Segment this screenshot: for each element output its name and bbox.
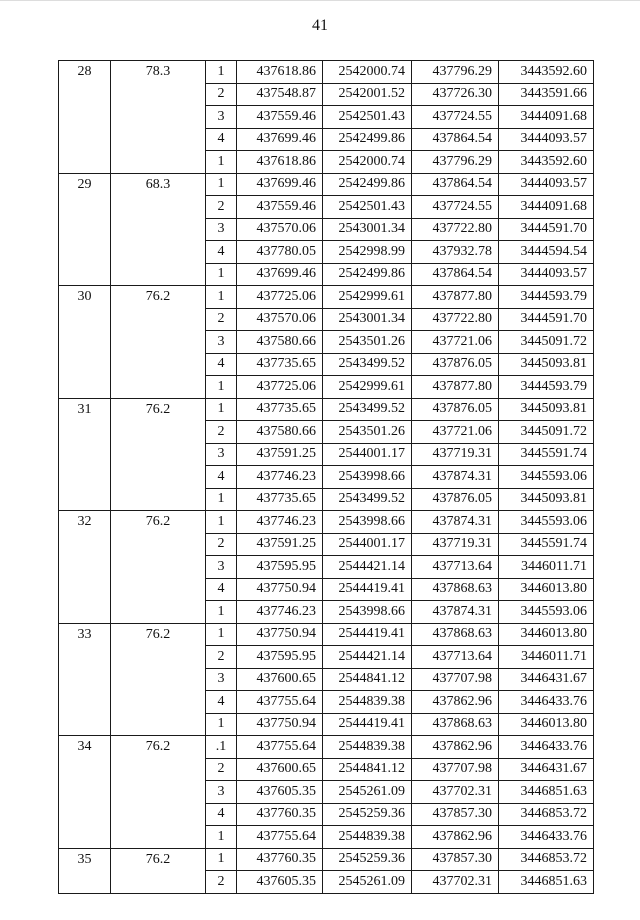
coord-y1-cell: 2542501.43	[323, 196, 412, 219]
point-number-cell: 3	[206, 443, 237, 466]
coord-y2-cell: 3446431.67	[499, 668, 594, 691]
point-number-cell: 2	[206, 871, 237, 894]
coord-y1-cell: 2542999.61	[323, 376, 412, 399]
point-number-cell: 2	[206, 83, 237, 106]
coord-x1-cell: 437750.94	[237, 578, 323, 601]
coord-x1-cell: 437548.87	[237, 83, 323, 106]
coord-y2-cell: 3445093.81	[499, 398, 594, 421]
coord-y2-cell: 3446433.76	[499, 826, 594, 849]
coord-x1-cell: 437595.95	[237, 646, 323, 669]
coord-y1-cell: 2543499.52	[323, 398, 412, 421]
coord-y1-cell: 2542499.86	[323, 173, 412, 196]
coord-x1-cell: 437570.06	[237, 308, 323, 331]
point-number-cell: 4	[206, 466, 237, 489]
parcel-number-cell: 28	[59, 61, 111, 174]
coord-y1-cell: 2544841.12	[323, 758, 412, 781]
coord-x2-cell: 437724.55	[412, 106, 499, 129]
coord-y2-cell: 3443592.60	[499, 151, 594, 174]
point-number-cell: 4	[206, 128, 237, 151]
point-number-cell: 1	[206, 488, 237, 511]
coord-y2-cell: 3445091.72	[499, 421, 594, 444]
coord-x2-cell: 437876.05	[412, 353, 499, 376]
coord-y2-cell: 3446433.76	[499, 736, 594, 759]
point-number-cell: 1	[206, 601, 237, 624]
coord-x2-cell: 437857.30	[412, 803, 499, 826]
table-row	[59, 173, 594, 196]
coord-y2-cell: 3444593.79	[499, 286, 594, 309]
parcel-number-cell: 29	[59, 173, 111, 286]
coord-x1-cell: 437746.23	[237, 601, 323, 624]
parcel-number-cell: 31	[59, 398, 111, 511]
coord-x2-cell: 437719.31	[412, 533, 499, 556]
coord-x2-cell: 437857.30	[412, 848, 499, 871]
coord-x2-cell: 437724.55	[412, 196, 499, 219]
coord-x1-cell: 437760.35	[237, 803, 323, 826]
coord-x2-cell: 437864.54	[412, 128, 499, 151]
coord-x2-cell: 437719.31	[412, 443, 499, 466]
coord-x2-cell: 437877.80	[412, 286, 499, 309]
coord-x2-cell: 437932.78	[412, 241, 499, 264]
coord-y2-cell: 3446853.72	[499, 803, 594, 826]
coord-y1-cell: 2544419.41	[323, 578, 412, 601]
coord-x1-cell: 437699.46	[237, 173, 323, 196]
coord-y1-cell: 2543998.66	[323, 511, 412, 534]
coord-y1-cell: 2543499.52	[323, 353, 412, 376]
coord-y2-cell: 3443592.60	[499, 61, 594, 84]
coord-y1-cell: 2545261.09	[323, 781, 412, 804]
coord-x2-cell: 437862.96	[412, 826, 499, 849]
coord-x1-cell: 437780.05	[237, 241, 323, 264]
coord-y2-cell: 3445591.74	[499, 443, 594, 466]
coord-y2-cell: 3444593.79	[499, 376, 594, 399]
coord-x1-cell: 437570.06	[237, 218, 323, 241]
point-number-cell: 4	[206, 241, 237, 264]
parcel-area-cell: 76.2	[111, 286, 206, 399]
coord-y1-cell: 2544419.41	[323, 623, 412, 646]
coord-x1-cell: 437600.65	[237, 758, 323, 781]
coord-y2-cell: 3446013.80	[499, 623, 594, 646]
coord-y2-cell: 3445091.72	[499, 331, 594, 354]
parcel-area-cell: 76.2	[111, 511, 206, 624]
coord-x1-cell: 437580.66	[237, 331, 323, 354]
coord-x2-cell: 437702.31	[412, 781, 499, 804]
coord-y1-cell: 2544841.12	[323, 668, 412, 691]
coord-y1-cell: 2544421.14	[323, 646, 412, 669]
coord-y2-cell: 3445593.06	[499, 466, 594, 489]
coord-x2-cell: 437864.54	[412, 173, 499, 196]
coord-x2-cell: 437721.06	[412, 421, 499, 444]
table-row	[59, 61, 594, 84]
coord-y1-cell: 2542001.52	[323, 83, 412, 106]
coord-x2-cell: 437702.31	[412, 871, 499, 894]
coord-y1-cell: 2544839.38	[323, 736, 412, 759]
coord-y2-cell: 3444093.57	[499, 173, 594, 196]
coord-x1-cell: 437591.25	[237, 443, 323, 466]
table-row	[59, 848, 594, 871]
point-number-cell: 1	[206, 713, 237, 736]
coord-x1-cell: 437755.64	[237, 826, 323, 849]
coord-x2-cell: 437796.29	[412, 61, 499, 84]
coord-y2-cell: 3444591.70	[499, 218, 594, 241]
coord-x2-cell: 437707.98	[412, 668, 499, 691]
coord-x1-cell: 437755.64	[237, 691, 323, 714]
point-number-cell: 1	[206, 826, 237, 849]
coord-y2-cell: 3445093.81	[499, 353, 594, 376]
coord-y2-cell: 3445593.06	[499, 601, 594, 624]
point-number-cell: 1	[206, 151, 237, 174]
coord-y2-cell: 3444594.54	[499, 241, 594, 264]
point-number-cell: 2	[206, 758, 237, 781]
point-number-cell: 4	[206, 578, 237, 601]
coord-x2-cell: 437864.54	[412, 263, 499, 286]
coord-y1-cell: 2543501.26	[323, 421, 412, 444]
point-number-cell: 3	[206, 331, 237, 354]
coord-y2-cell: 3446011.71	[499, 646, 594, 669]
point-number-cell: .1	[206, 736, 237, 759]
parcel-area-cell: 76.2	[111, 848, 206, 893]
coord-x1-cell: 437760.35	[237, 848, 323, 871]
coord-x1-cell: 437559.46	[237, 106, 323, 129]
table-row	[59, 511, 594, 534]
parcel-number-cell: 30	[59, 286, 111, 399]
coord-y2-cell: 3446851.63	[499, 781, 594, 804]
coord-y1-cell: 2544839.38	[323, 691, 412, 714]
coord-x1-cell: 437746.23	[237, 511, 323, 534]
coord-y1-cell: 2543001.34	[323, 218, 412, 241]
coord-y1-cell: 2543998.66	[323, 601, 412, 624]
parcel-number-cell: 32	[59, 511, 111, 624]
coord-x2-cell: 437876.05	[412, 488, 499, 511]
coord-y2-cell: 3443591.66	[499, 83, 594, 106]
coord-x2-cell: 437722.80	[412, 308, 499, 331]
table-row	[59, 736, 594, 759]
coord-x2-cell: 437713.64	[412, 646, 499, 669]
coord-y2-cell: 3446853.72	[499, 848, 594, 871]
point-number-cell: 2	[206, 646, 237, 669]
point-number-cell: 1	[206, 848, 237, 871]
coord-y2-cell: 3444091.68	[499, 106, 594, 129]
coord-y1-cell: 2542999.61	[323, 286, 412, 309]
coord-x2-cell: 437722.80	[412, 218, 499, 241]
coord-y2-cell: 3444093.57	[499, 128, 594, 151]
coord-x1-cell: 437725.06	[237, 286, 323, 309]
table-row	[59, 286, 594, 309]
coord-x1-cell: 437699.46	[237, 263, 323, 286]
coord-x1-cell: 437750.94	[237, 623, 323, 646]
point-number-cell: 1	[206, 398, 237, 421]
table-body	[59, 61, 594, 894]
coord-x1-cell: 437595.95	[237, 556, 323, 579]
coord-x1-cell: 437605.35	[237, 781, 323, 804]
coord-x1-cell: 437750.94	[237, 713, 323, 736]
point-number-cell: 1	[206, 263, 237, 286]
coord-x2-cell: 437877.80	[412, 376, 499, 399]
coord-x2-cell: 437862.96	[412, 691, 499, 714]
coord-x2-cell: 437713.64	[412, 556, 499, 579]
coord-y1-cell: 2542499.86	[323, 128, 412, 151]
coord-x2-cell: 437726.30	[412, 83, 499, 106]
table-row	[59, 398, 594, 421]
coord-y1-cell: 2545259.36	[323, 848, 412, 871]
coord-y1-cell: 2543998.66	[323, 466, 412, 489]
coord-x1-cell: 437600.65	[237, 668, 323, 691]
coord-x2-cell: 437862.96	[412, 736, 499, 759]
coord-x2-cell: 437868.63	[412, 578, 499, 601]
coord-x1-cell: 437580.66	[237, 421, 323, 444]
point-number-cell: 3	[206, 556, 237, 579]
coord-y2-cell: 3445591.74	[499, 533, 594, 556]
coord-x1-cell: 437735.65	[237, 488, 323, 511]
coord-y1-cell: 2544419.41	[323, 713, 412, 736]
coord-y2-cell: 3445593.06	[499, 511, 594, 534]
coord-y2-cell: 3446431.67	[499, 758, 594, 781]
point-number-cell: 3	[206, 781, 237, 804]
point-number-cell: 2	[206, 308, 237, 331]
point-number-cell: 4	[206, 353, 237, 376]
parcel-area-cell: 78.3	[111, 61, 206, 174]
coord-y1-cell: 2542998.99	[323, 241, 412, 264]
point-number-cell: 3	[206, 218, 237, 241]
parcel-area-cell: 76.2	[111, 398, 206, 511]
top-edge-line	[0, 0, 640, 1]
parcel-area-cell: 68.3	[111, 173, 206, 286]
parcel-number-cell: 35	[59, 848, 111, 893]
parcel-number-cell: 34	[59, 736, 111, 849]
coord-y2-cell: 3444091.68	[499, 196, 594, 219]
coord-x1-cell: 437591.25	[237, 533, 323, 556]
coord-x2-cell: 437707.98	[412, 758, 499, 781]
coord-y2-cell: 3445093.81	[499, 488, 594, 511]
coord-x2-cell: 437868.63	[412, 713, 499, 736]
coord-y1-cell: 2544001.17	[323, 533, 412, 556]
page-number: 41	[312, 17, 328, 34]
coord-x1-cell: 437605.35	[237, 871, 323, 894]
coord-x2-cell: 437721.06	[412, 331, 499, 354]
coord-x2-cell: 437876.05	[412, 398, 499, 421]
coord-y1-cell: 2544839.38	[323, 826, 412, 849]
parcel-area-cell: 76.2	[111, 736, 206, 849]
coord-y1-cell: 2542501.43	[323, 106, 412, 129]
coord-y2-cell: 3446013.80	[499, 578, 594, 601]
coord-y1-cell: 2542000.74	[323, 151, 412, 174]
coord-y2-cell: 3446851.63	[499, 871, 594, 894]
coord-x1-cell: 437755.64	[237, 736, 323, 759]
coord-x1-cell: 437618.86	[237, 151, 323, 174]
coord-x1-cell: 437618.86	[237, 61, 323, 84]
coord-x1-cell: 437735.65	[237, 353, 323, 376]
point-number-cell: 2	[206, 533, 237, 556]
coord-y1-cell: 2543499.52	[323, 488, 412, 511]
coord-y1-cell: 2544001.17	[323, 443, 412, 466]
point-number-cell: 1	[206, 173, 237, 196]
point-number-cell: 1	[206, 511, 237, 534]
point-number-cell: 2	[206, 196, 237, 219]
coord-x1-cell: 437559.46	[237, 196, 323, 219]
coord-y2-cell: 3446433.76	[499, 691, 594, 714]
coord-x1-cell: 437725.06	[237, 376, 323, 399]
coord-x2-cell: 437868.63	[412, 623, 499, 646]
coord-y2-cell: 3446013.80	[499, 713, 594, 736]
point-number-cell: 1	[206, 61, 237, 84]
coord-x1-cell: 437746.23	[237, 466, 323, 489]
coord-y1-cell: 2544421.14	[323, 556, 412, 579]
point-number-cell: 3	[206, 668, 237, 691]
point-number-cell: 1	[206, 286, 237, 309]
parcel-area-cell: 76.2	[111, 623, 206, 736]
point-number-cell: 2	[206, 421, 237, 444]
coord-y2-cell: 3444591.70	[499, 308, 594, 331]
coord-y1-cell: 2545261.09	[323, 871, 412, 894]
coord-x1-cell: 437699.46	[237, 128, 323, 151]
table-row	[59, 623, 594, 646]
coord-y1-cell: 2542499.86	[323, 263, 412, 286]
coord-x2-cell: 437874.31	[412, 601, 499, 624]
point-number-cell: 4	[206, 691, 237, 714]
coord-y1-cell: 2542000.74	[323, 61, 412, 84]
point-number-cell: 1	[206, 623, 237, 646]
coord-x2-cell: 437874.31	[412, 466, 499, 489]
coord-y1-cell: 2543501.26	[323, 331, 412, 354]
coord-y2-cell: 3444093.57	[499, 263, 594, 286]
coord-y1-cell: 2545259.36	[323, 803, 412, 826]
point-number-cell: 1	[206, 376, 237, 399]
coord-x1-cell: 437735.65	[237, 398, 323, 421]
point-number-cell: 3	[206, 106, 237, 129]
coord-x2-cell: 437796.29	[412, 151, 499, 174]
coord-y1-cell: 2543001.34	[323, 308, 412, 331]
point-number-cell: 4	[206, 803, 237, 826]
coordinates-table	[58, 60, 594, 894]
coord-y2-cell: 3446011.71	[499, 556, 594, 579]
parcel-number-cell: 33	[59, 623, 111, 736]
coord-x2-cell: 437874.31	[412, 511, 499, 534]
